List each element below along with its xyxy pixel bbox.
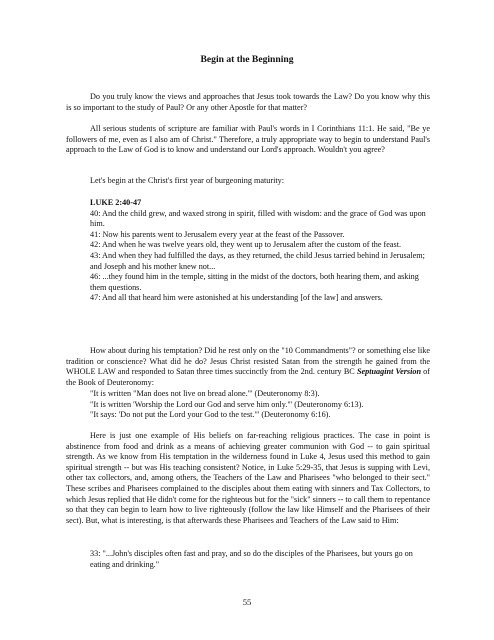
- page-title: Begin at the Beginning: [200, 54, 294, 65]
- paragraph-text: Here is just one example of His beliefs on far-reaching religious practices. The case in point is abstinence from food and drink as a means of achieving greater communion with God -- to gain spiritual strength. As we know from His temptation in the wilderness found in Luke 4, Jesus used this method to gain spiritual strength -- but was His teaching consistent? Notice, in Luke 5:29-35, that Jesus is supping with Levi, other tax collectors, and, among others, the Teachers of the Law and Pharisees "who belonged to their sect." These scribes and Pharisees complained to the disciples about them eating with sinners and Tax Collectors, to which Jesus replied that He didn't come for the righteous but for the "sick" sinners -- to call them to repentance so that they can begin to learn how to live righteously (follow the law like Himself and the Pharisees of their sect). But, what is interesting, is that afterwards these Pharisees and Teachers of the Law said to Him:: [66, 431, 430, 525]
- verse-47: 47: And all that heard him were astonished at his understanding [of the law] and answers.: [90, 293, 383, 303]
- verse-46: 46: ...they found him in the temple, sitting in the midst of the doctors, both hearing them, and asking them questions.: [90, 272, 419, 292]
- quote-deut-8-3: "It is written "Man does not live on bread alone."' (Deuteronomy 8:3).: [90, 389, 320, 398]
- paragraph-temptation: [66, 346, 430, 388]
- paragraph-begin: [66, 176, 430, 187]
- paragraph-text-end: of the Book of Deuteronomy:: [66, 367, 430, 387]
- quote-deut-6-13: "It is written 'Worship the Lord our God and serve him only."' (Deuteronomy 6:13).: [90, 399, 364, 409]
- paragraph-text: Let's begin at the Christ's first year of burgeoning maturity:: [90, 176, 285, 185]
- deuteronomy-quotes: [90, 389, 430, 421]
- septuagint-emphasis: Septuagint Version: [356, 367, 421, 377]
- verse-42: 42: And when he was twelve years old, they went up to Jerusalem after the custom of the feast.: [90, 240, 402, 250]
- verse-41: 41: Now his parents went to Jerusalem every year at the feast of the Passover.: [90, 229, 345, 239]
- paragraph-text: All serious students of scripture are familiar with Paul's words in I Corinthians 11:1. He said, "Be ye followers of me, even as I also am of Christ." Therefore, a truly appropriate way to begin to understand Paul's approach to the Law of God is to know and understand our Lord's approach. Wouldn't you agree?: [66, 124, 430, 155]
- paragraph-intro: [66, 92, 430, 113]
- quote-deut-6-16: "It says: 'Do not put the Lord your God to the test."' (Deuteronomy 6:16).: [90, 410, 331, 420]
- scripture-reference: LUKE 2:40-47: [90, 198, 142, 207]
- verse-43: 43: And when they had fulfilled the days, as they returned, the child Jesus tarried behind in Jerusalem; and Joseph and his mother knew not...: [90, 250, 425, 271]
- paragraph-corinthians: [66, 124, 430, 156]
- paragraph-fasting: [66, 431, 430, 526]
- verse-33: 33: "...John's disciples often fast and pray, and so do the disciples of the Pharisees, but yours go on eating and drinking.": [90, 549, 413, 569]
- luke-passage: [90, 198, 430, 304]
- page-number: 55: [242, 597, 252, 607]
- verse-40: 40: And the child grew, and waxed strong in spirit, filled with wisdom: and the grace of God was upon him.: [90, 208, 426, 229]
- paragraph-text: Do you truly know the views and approaches that Jesus took towards the Law? Do you know why this is so important to the study of Paul? Or any other Apostle for that matter?: [66, 92, 430, 112]
- paragraph-text: [66, 346, 430, 388]
- verse-33-block: [90, 549, 430, 570]
- paragraph-text-start: How about during his temptation? Did he rest only on the "10 Commandments"? or something else like tradition or conscience? What did he do? Jesus Christ resisted Satan from the strength he gained from the WHOLE LAW and responded to Satan three times succinctly from the 2nd. century BC: [66, 346, 430, 377]
